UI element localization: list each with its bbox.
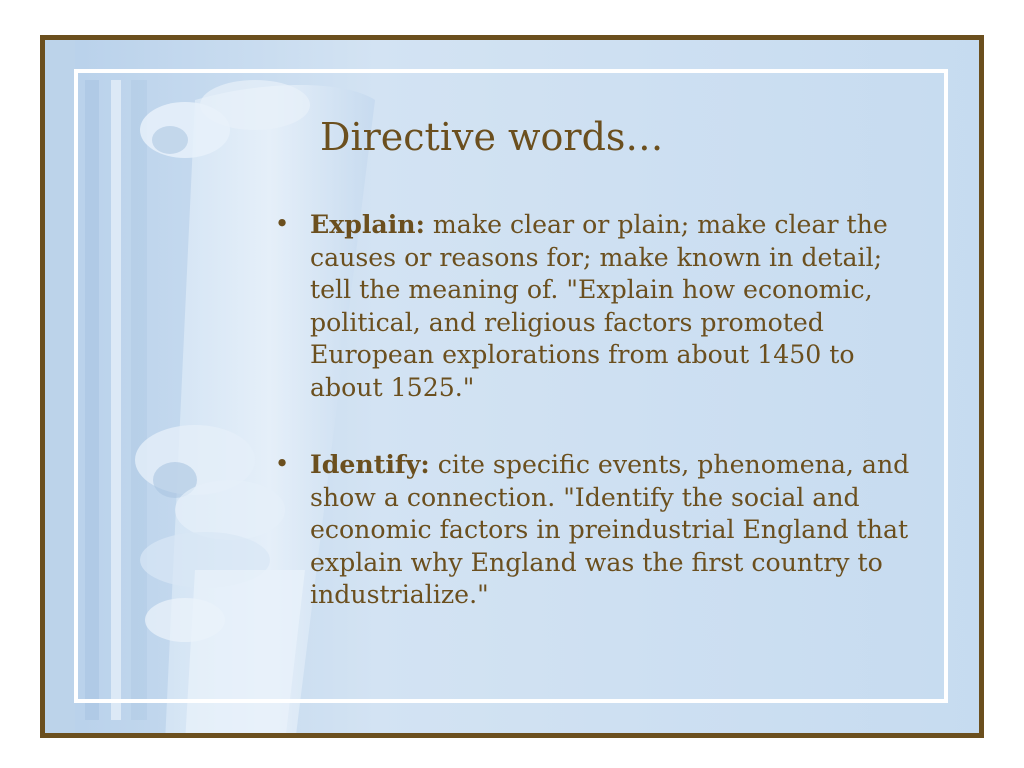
slide-frame: [40, 35, 984, 738]
bullet-dot-icon: •: [274, 449, 290, 478]
bullet-dot-icon: •: [274, 209, 290, 238]
bullet-identify: [267, 448, 927, 612]
bullet-term: Identify:: [310, 449, 430, 479]
bullet-explain: [267, 208, 927, 404]
bullet-list: [267, 208, 927, 656]
slide-title: Directive words…: [320, 115, 664, 159]
bullet-text: cite specific events, phenomena, and show a connection. "Identify the social and economic factors in preindustrial England that explain why England was the first country to industrialize.": [310, 450, 910, 609]
bullet-text: make clear or plain; make clear the causes or reasons for; make known in detail; tell the meaning of. "Explain how economic, political, and religious factors promoted European explorations from about 1450 to about 1525.": [310, 210, 888, 402]
bullet-term: Explain:: [310, 209, 425, 239]
